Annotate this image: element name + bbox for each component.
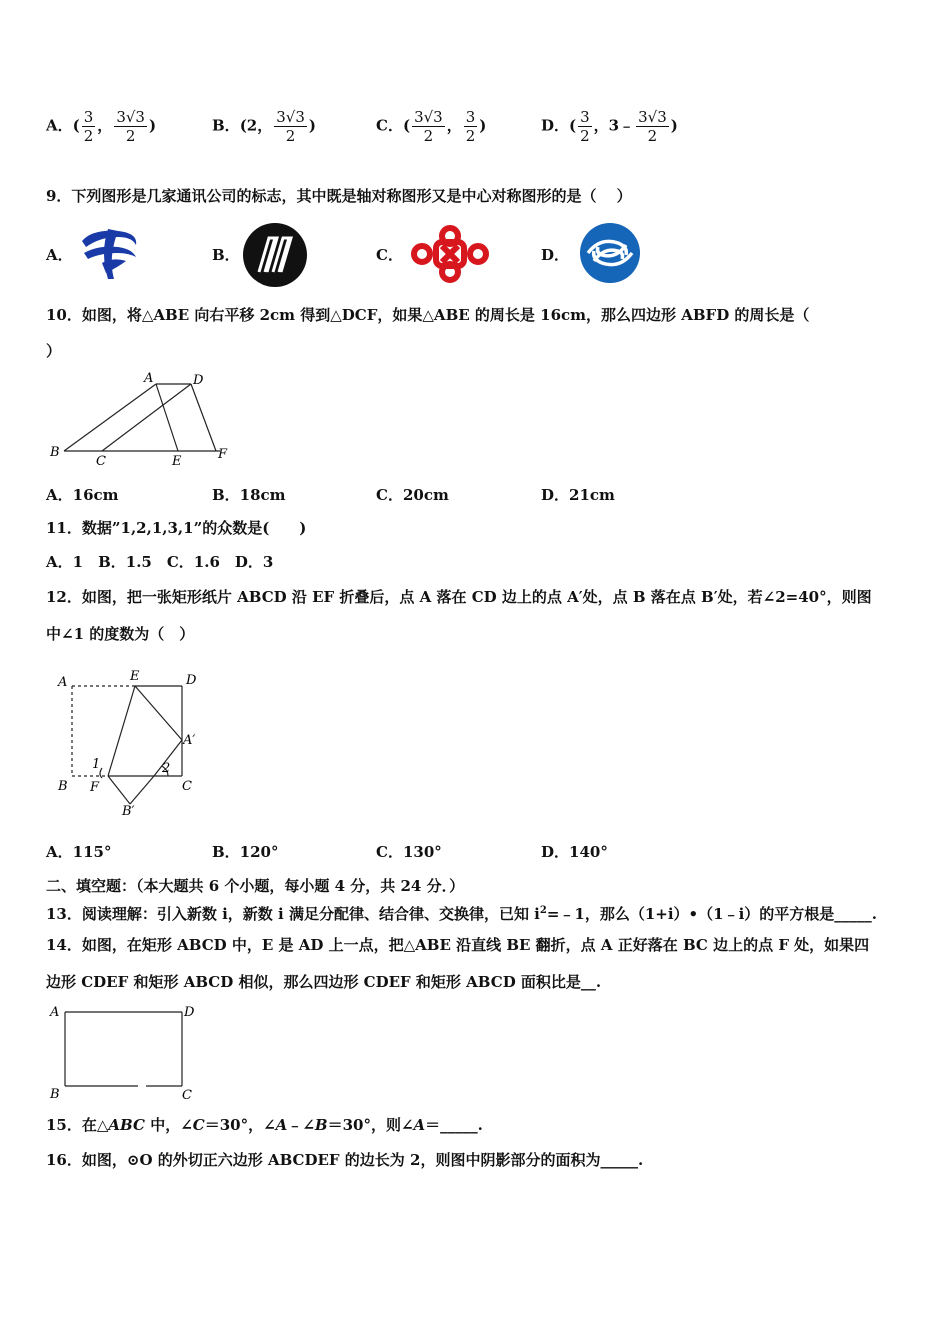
q9-option-a-label: A． [46,246,73,264]
fraction: $\frac{3}{2}$ [580,108,590,145]
telecom-logo-icon [78,223,142,281]
q12-label-b: B [58,779,68,794]
q12-stem-end: 中∠1 的度数为（ ） [46,625,195,643]
fraction: $\frac{3}{2}$ [465,108,476,145]
q10-label-c: C [96,454,106,469]
q10-stem: 10．如图，将△ABE 向右平移 2cm 得到△DCF，如果△ABE 的周长是 16cm，那么四边形 ABFD 的周长是（ [46,306,810,324]
fraction: $\frac{3√3}{2}$ [414,108,443,145]
q14-figure [46,1000,206,1104]
q12-label-d: D [186,673,197,688]
unicom-logo-icon [409,224,491,284]
fraction: $\frac{3√3}{2}$ [116,108,145,145]
q12-label-c: C [182,779,192,794]
q8-option-b: B．(2， $\frac{3√3}{2}$ ) [212,108,316,145]
q12-label-e: E [130,669,140,684]
q10-label-a: A [144,371,154,386]
q12-label-angle-1: 1 [92,757,101,772]
q12-option-d: D．140° [541,843,608,861]
q10-option-a: A．16cm [46,486,119,504]
fraction: $\frac{3√3}{2}$ [276,108,305,145]
section-2-heading: 二、填空题：（本大题共 6 个小题，每小题 4 分，共 24 分．） [46,877,465,895]
q9-option-c-label: C． [376,246,403,264]
q10-option-d: D．21cm [541,486,615,504]
q16-stem: 16．如图，⊙O 的外切正六边形 ABCDEF 的边长为 2，则图中阴影部分的面积为_____. [46,1151,644,1169]
q13-stem: 13．阅读理解：引入新数 i，新数 i 满足分配律、结合律、交换律，已知 $i^2=﹣1$，那么（1+i）•（1﹣i）的平方根是_____. [46,905,877,923]
q12-figure [50,664,210,816]
q12-label-f: F [90,780,100,795]
q11-options: A．1 B．1.5 C．1.6 D．3 [46,553,274,571]
q9-option-b-label: B． [212,246,240,264]
q12-label-b-prime: B′ [122,804,135,816]
q12-label-a: A [58,675,68,690]
q10-figure [46,368,236,470]
q10-option-b: B．18cm [212,486,286,504]
q14-label-c: C [182,1088,192,1103]
china-mobile-logo-icon [578,221,642,285]
q10-label-b: B [50,445,60,460]
q9-stem: 9．下列图形是几家通讯公司的标志，其中既是轴对称图形又是中心对称图形的是（ ） [46,187,632,205]
q9-option-d-label: D． [541,246,570,264]
q12-stem: 12．如图，把一张矩形纸片 ABCD 沿 EF 折叠后，点 A 落在 CD 边上的点 A′处，点 B 落在点 B′处，若∠2=40°，则图 [46,588,872,606]
fraction: $\frac{3}{2}$ [83,108,94,145]
q14-label-b: B [50,1087,60,1102]
q10-label-f: F [218,447,228,462]
q10-option-c: C．20cm [376,486,449,504]
q12-option-a: A．115° [46,843,112,861]
q14-stem-end: 边形 CDEF 和矩形 ABCD 相似，那么四边形 CDEF 和矩形 ABCD 面积比是__. [46,973,602,991]
q10-label-e: E [172,454,182,469]
q8-option-c: C．( $\frac{3√3}{2}$ ， $\frac{3}{2}$ ) [376,108,487,145]
q14-label-d: D [184,1005,195,1020]
q12-label-a-prime: A′ [183,733,196,748]
q10-stem-end: ） [46,342,62,360]
q8-option-a: A．( $\frac{3}{2}$ ， $\frac{3√3}{2}$ ) [46,108,157,145]
fraction: $\frac{3√3}{2}$ [638,108,667,145]
q8-option-d: D．( $\frac{3}{2}$ ，3﹣ $\frac{3√3}{2}$ ) [541,108,678,145]
q14-stem: 14．如图，在矩形 ABCD 中，E 是 AD 上一点，把△ABE 沿直线 BE 翻折，点 A 正好落在 BC 边上的点 F 处，如果四 [46,936,870,954]
q14-label-a: A [50,1005,60,1020]
q10-label-d: D [193,373,204,388]
q12-option-b: B．120° [212,843,279,861]
q12-option-c: C．130° [376,843,442,861]
q12-label-angle-2: 2 [162,761,171,776]
q11-stem: 11．数据”1,2,1,3,1”的众数是( ) [46,519,307,537]
q15-stem: 15．在△ABC 中，∠C＝30°，∠A﹣∠B＝30°，则∠A＝_____. [46,1116,483,1134]
mobile-logo-icon [241,222,309,288]
